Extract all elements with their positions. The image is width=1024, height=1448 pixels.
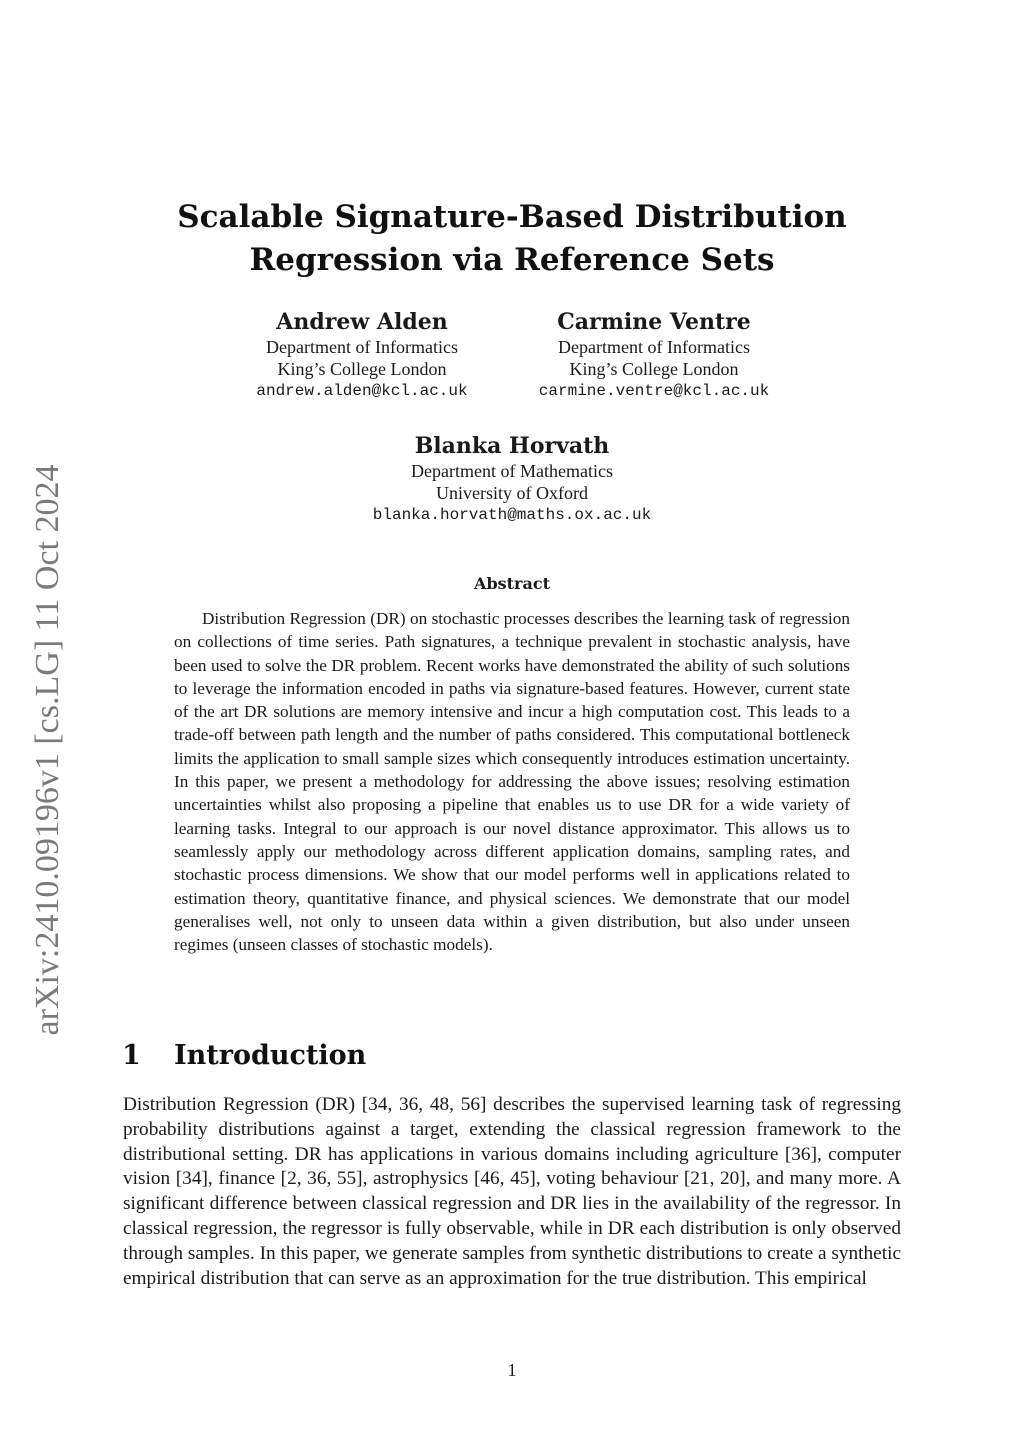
author-block-ventre [504, 308, 804, 402]
section-title: Introduction [174, 1040, 367, 1071]
author-institution: King’s College London [277, 359, 447, 379]
page-number: 1 [507, 1360, 517, 1380]
arxiv-identifier-stamp: arXiv:2410.09196v1 [cs.LG] 11 Oct 2024 [29, 464, 66, 1036]
author-block-horvath [312, 432, 712, 526]
author-department: Department of Mathematics [411, 461, 613, 481]
author-name: Carmine Ventre [557, 309, 751, 335]
paper-title-line-1: Scalable Signature-Based Distribution [177, 199, 847, 235]
paper-title [0, 196, 1024, 282]
author-block-alden [212, 308, 512, 402]
author-department: Department of Informatics [266, 337, 458, 357]
author-name: Blanka Horvath [414, 433, 610, 459]
introduction-paragraph: Distribution Regression (DR) [34, 36, 48, 56] describes the supervised learning task of regressing probability distributions against a target, extending the classical regression framework to the distributional setting. DR has applications in various domains including agriculture [36], computer vision [34], finance [2, 36, 55], astrophysics [46, 45], voting behaviour [21, 20], and many more. A significant difference between classical regression and DR lies in the availability of the regressor. In classical regression, the regressor is fully observable, while in DR each distribution is only observed through samples. In this paper, we generate samples from synthetic distributions to create a synthetic empirical distribution that can serve as an approximation for the true distribution. This empirical [123, 1094, 901, 1289]
section-heading-introduction [122, 1038, 366, 1074]
author-email[interactable]: carmine.ventre@kcl.ac.uk [538, 382, 770, 400]
abstract-heading: Abstract [474, 574, 550, 593]
author-department: Department of Informatics [558, 337, 750, 357]
author-institution: King’s College London [569, 359, 739, 379]
author-name: Andrew Alden [276, 309, 448, 335]
author-email[interactable]: blanka.horvath@maths.ox.ac.uk [372, 506, 652, 524]
paper-title-line-2: Regression via Reference Sets [249, 242, 775, 278]
author-email[interactable]: andrew.alden@kcl.ac.uk [256, 382, 468, 400]
abstract-text: Distribution Regression (DR) on stochastic processes describes the learning task of regression on collections of time series. Path signatures, a technique prevalent in stochastic analysis, have been used to solve the DR problem. Recent works have demonstrated the ability of such solutions to leverage the information encoded in paths via signature-based features. However, current state of the art DR solutions are memory intensive and incur a high computation cost. This leads to a trade-off between path length and the number of paths considered. This computational bottleneck limits the application to small sample sizes which consequently introduces estimation uncertainty. In this paper, we present a methodology for addressing the above issues; resolving estimation uncertainties whilst also proposing a pipeline that enables us to use DR for a wide variety of learning tasks. Integral to our approach is our novel distance approximator. This allows us to seamlessly apply our methodology across different application domains, sampling rates, and stochastic process dimensions. We show that our model performs well in applications related to estimation theory, quantitative finance, and physical sciences. We demonstrate that our model generalises well, not only to unseen data within a given distribution, but also under unseen regimes (unseen classes of stochastic models). [174, 609, 850, 955]
section-number: 1 [122, 1040, 141, 1071]
author-institution: University of Oxford [436, 483, 588, 503]
